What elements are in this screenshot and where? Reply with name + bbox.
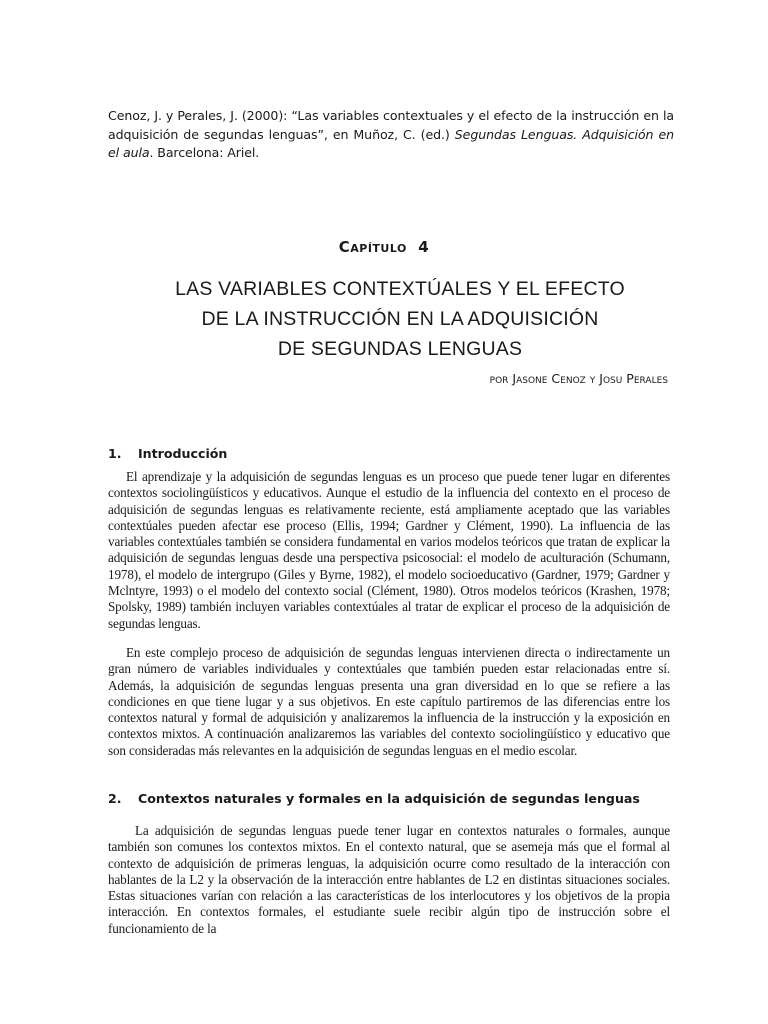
bibliographic-citation <box>108 107 674 163</box>
section-heading-introduccion <box>108 446 227 461</box>
chapter-label <box>0 238 768 256</box>
section-title: Contextos naturales y formales en la adquisición de segundas lenguas <box>138 791 640 806</box>
chapter-title-line: DE LA INSTRUCCIÓN EN LA ADQUISICIÓN <box>201 308 599 330</box>
citation-text: Cenoz, J. y Perales, J. (2000): “Las variables contextuales y el efecto de la instrucción en la adquisición de segundas lenguas”, en Muñoz, C. (ed.) <box>108 108 674 142</box>
chapter-title <box>0 274 768 364</box>
section-number: 1. <box>108 446 122 461</box>
section-number: 2. <box>108 791 122 806</box>
paragraph: En este complejo proceso de adquisición de segundas lenguas intervienen directa o indirectamente un gran número de variables individuales y contextúales que también pueden estar relacionadas entre sí. Además, la adquisición de segundas lenguas presenta una gran diversidad en lo que se refiere a las condiciones en que tiene lugar y a sus objetivos. En este capítulo partiremos de las diferencias entre los contextos natural y formal de adquisición y analizaremos la influencia de la instrucción y la exposición en contextos mixtos. A continuación analizaremos las variables del contexto sociolingüístico y educativo que son consideradas más relevantes en la adquisición de segundas lenguas en el medio escolar. <box>108 645 670 758</box>
authors-byline: por Jasone Cenoz y Josu Perales <box>489 371 668 386</box>
paragraph: La adquisición de segundas lenguas puede tener lugar en contextos naturales o formales, aunque también son comunes los contextos mixtos. En el contexto natural, que se asemeja más que el formal al contexto de adquisición de primeras lenguas, la adquisición ocurre como resultado de la interacción con hablantes de la L2 y la observación de la interacción entre hablantes de L2 en distintas situaciones sociales. Estas situaciones varían con relación a las características de los interlocutores y los objetivos de la propia interacción. En contextos formales, el estudiante suele recibir algún tipo de instrucción sobre el funcionamiento de la <box>108 823 670 936</box>
section-title: Introducción <box>138 446 228 461</box>
paragraph: El aprendizaje y la adquisición de segundas lenguas es un proceso que puede tener lugar en diferentes contextos sociolingüísticos y educativos. Aunque el estudio de la influencia del contexto en el proceso de adquisición de segundas lenguas es relativamente reciente, está ampliamente aceptado que las variables contextúales pueden afectar ese proceso (Ellis, 1994; Gardner y Clément, 1990). La influencia de las variables contextúales también se considera fundamental en varios modelos teóricos que tratan de explicar la adquisición de segundas lenguas desde una perspectiva psicosocial: el modelo de aculturación (Schumann, 1978), el modelo de intergrupo (Giles y Byrne, 1982), el modelo socioeducativo (Gardner, 1979; Gardner y Mclntyre, 1993) o el modelo del contexto social (Clément, 1980). Otros modelos teóricos (Krashen, 1978; Spolsky, 1989) también incluyen variables contextúales al tratar de explicar el proceso de la adquisición de segundas lenguas. <box>108 469 670 631</box>
chapter-title-line: LAS VARIABLES CONTEXTÚALES Y EL EFECTO <box>175 278 625 300</box>
chapter-title-line: DE SEGUNDAS LENGUAS <box>277 338 523 360</box>
citation-publisher: . Barcelona: Ariel. <box>149 145 260 160</box>
section-heading-contextos <box>108 791 640 806</box>
chapter-word: Capítulo <box>338 238 407 256</box>
citation-book-title: Segundas Lenguas. Adquisición en el aula <box>108 126 674 160</box>
chapter-number: 4 <box>418 238 430 256</box>
